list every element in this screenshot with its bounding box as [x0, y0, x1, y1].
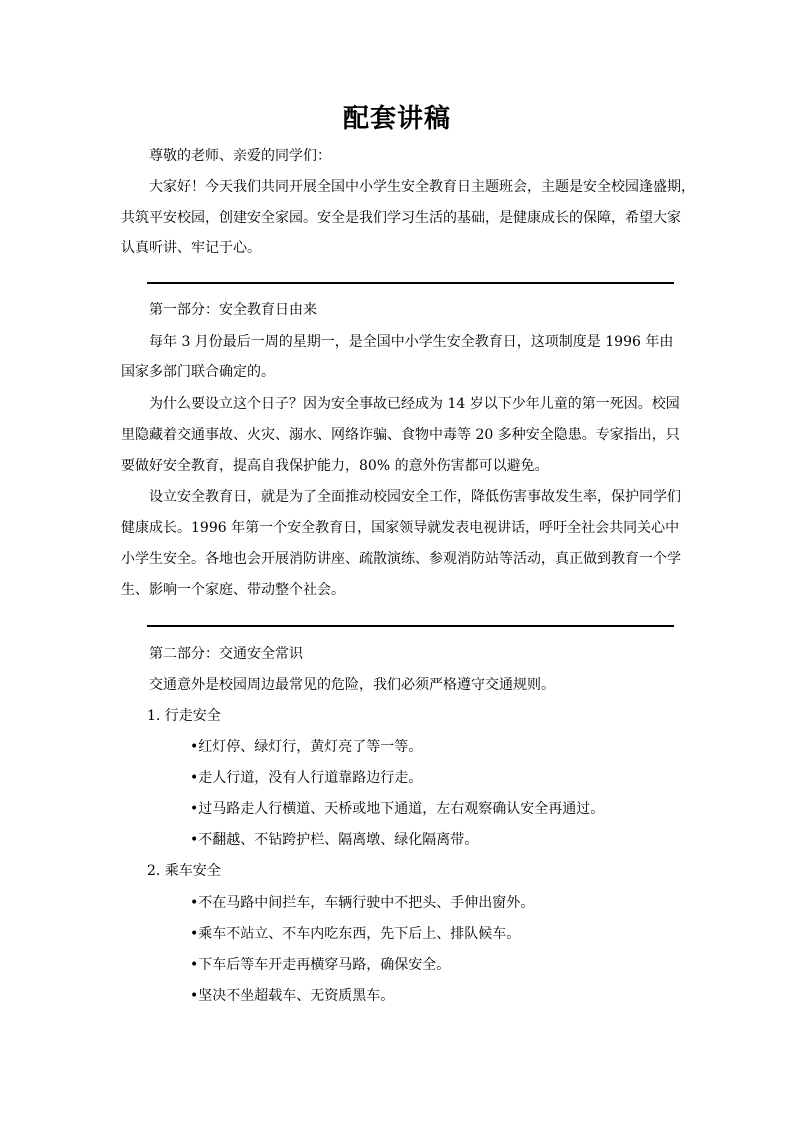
- list-item: •下车后等车开走再横穿马路，确保安全。: [190, 957, 451, 973]
- section-divider: [147, 625, 674, 627]
- part1-p1-line-1: 每年 3 月份最后一周的星期一，是全国中小学生安全教育日，这项制度是 1996 年由: [149, 334, 674, 350]
- section-label: 2. 乘车安全: [147, 863, 221, 879]
- list-item: •乘车不站立、不车内吃东西，先下后上、排队候车。: [190, 926, 521, 942]
- list-item: •坚决不坐超载车、无资质黑车。: [190, 988, 395, 1004]
- part1-p3-line-2: 健康成长。1996 年第一个安全教育日，国家领导就发表电视讲话，呼吁全社会共同关心中: [121, 520, 680, 536]
- part1-p2-line-2: 里隐藏着交通事故、火灾、溺水、网络诈骗、食物中毒等 20 多种安全隐患。专家指出，只: [121, 427, 680, 443]
- part1-heading: 第一部分：安全教育日由来: [149, 302, 317, 318]
- list-item: •红灯停、绿灯行，黄灯亮了等一等。: [190, 739, 423, 755]
- part1-p1-line-2: 国家多部门联合确定的。: [121, 364, 275, 380]
- intro-line-3: 认真听讲、牢记于心。: [121, 240, 261, 256]
- section-label: 1. 行走安全: [147, 708, 221, 724]
- intro-line-2: 共筑平安校园，创建安全家园。安全是我们学习生活的基础，是健康成长的保障，希望大家: [121, 210, 681, 226]
- section-divider: [147, 282, 674, 284]
- greeting: 尊敬的老师、亲爱的同学们：: [149, 148, 331, 164]
- list-item: •不在马路中间拦车，车辆行驶中不把头、手伸出窗外。: [190, 895, 535, 911]
- list-item: •走人行道，没有人行道靠路边行走。: [190, 770, 423, 786]
- part1-p3-line-1: 设立安全教育日，就是为了全面推动校园安全工作，降低伤害事故发生率，保护同学们: [149, 489, 681, 505]
- part1-p3-line-4: 生、影响一个家庭、带动整个社会。: [121, 582, 345, 598]
- part2-lead: 交通意外是校园周边最常见的危险，我们必须严格遵守交通规则。: [149, 677, 555, 693]
- part2-heading: 第二部分：交通安全常识: [149, 646, 303, 662]
- list-item: •过马路走人行横道、天桥或地下通道，左右观察确认安全再通过。: [190, 801, 605, 817]
- part1-p3-line-3: 小学生安全。各地也会开展消防讲座、疏散演练、参观消防站等活动，真正做到教育一个学: [121, 551, 681, 567]
- list-item: •不翻越、不钻跨护栏、隔离墩、绿化隔离带。: [190, 832, 479, 848]
- part1-p2-line-3: 要做好安全教育，提高自我保护能力，80% 的意外伤害都可以避免。: [121, 458, 549, 474]
- part1-p2-line-1: 为什么要设立这个日子？因为安全事故已经成为 14 岁以下少年儿童的第一死因。校园: [149, 396, 680, 412]
- intro-line-1: 大家好！今天我们共同开展全国中小学生安全教育日主题班会，主题是安全校园逢盛期，: [149, 179, 695, 195]
- page-title: 配套讲稿: [342, 104, 451, 134]
